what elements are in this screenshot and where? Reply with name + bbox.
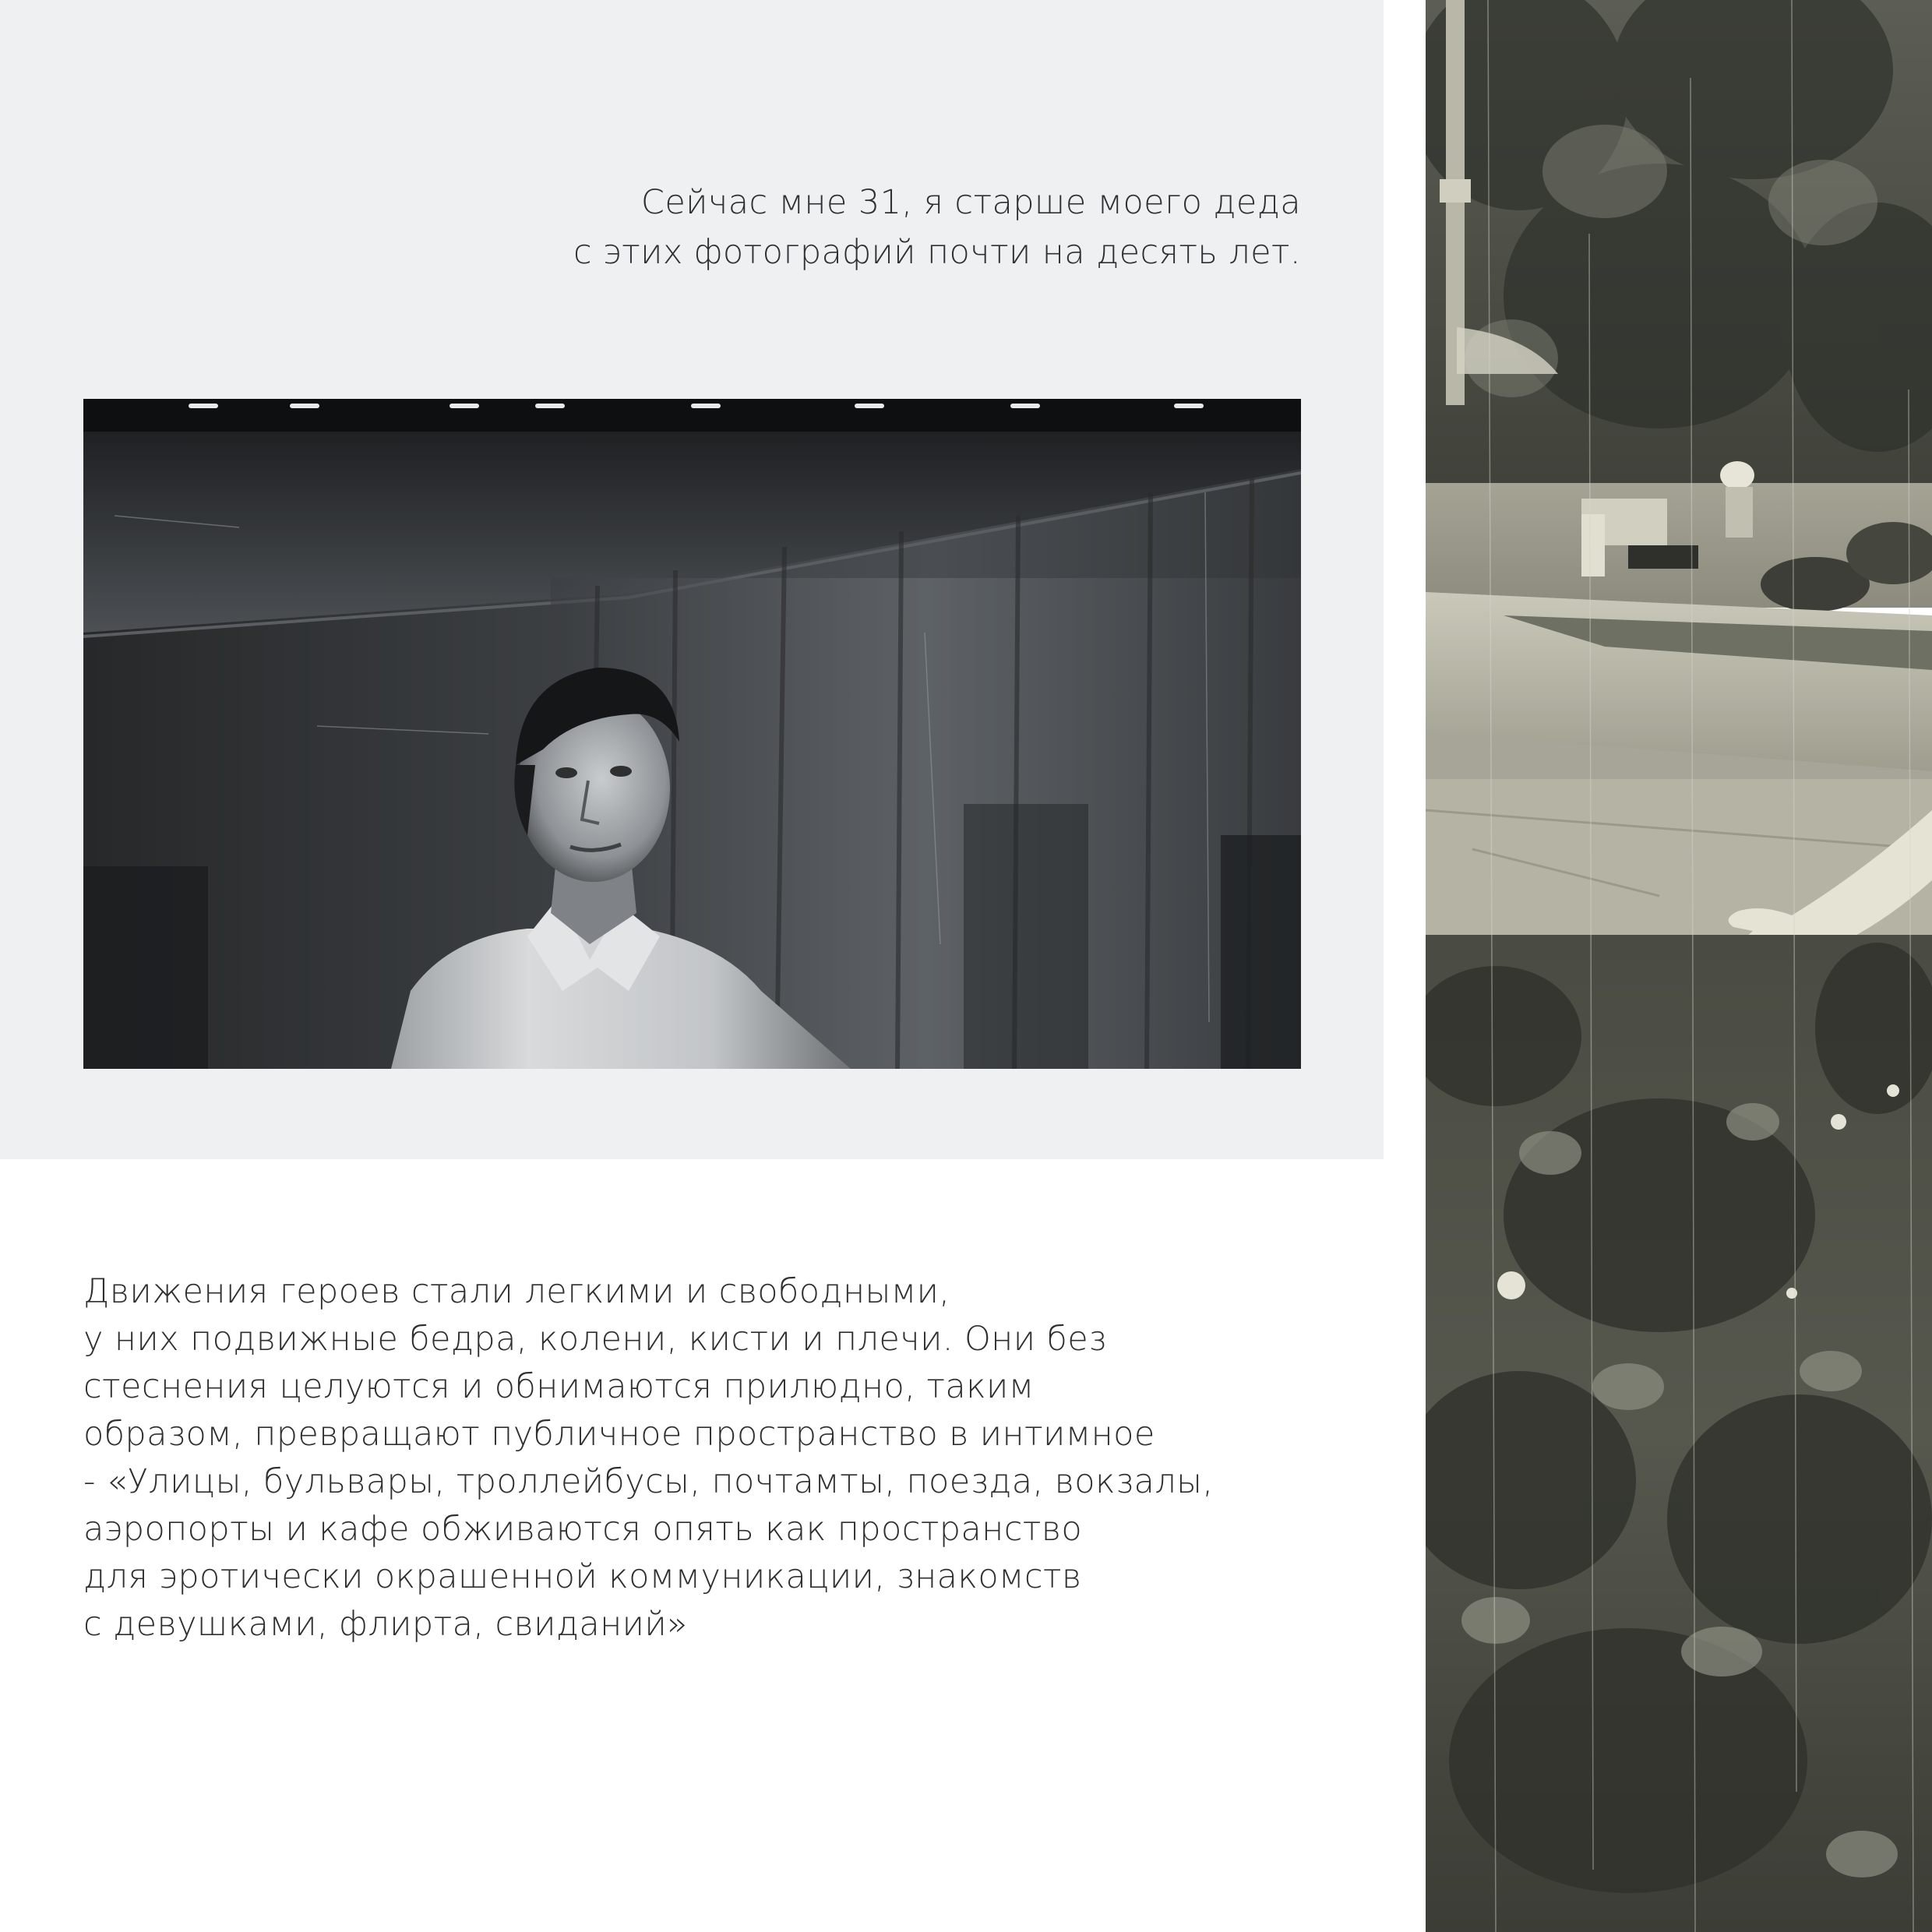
caption-line-2: с этих фотографий почти на десять лет. (573, 233, 1301, 272)
body-line-5: - «Улицы, бульвары, троллейбусы, почтамты, поезда, вокзалы, (83, 1462, 1214, 1501)
body-line-3: стеснения целуются и обнимаются прилюдно, таким (83, 1367, 1035, 1406)
body-line-8: с девушками, флирта, свиданий» (83, 1605, 688, 1644)
body-paragraph (83, 1268, 1214, 1648)
body-line-4: образом, превращают публичное пространство в интимное (83, 1415, 1155, 1454)
body-line-2: у них подвижные бедра, колени, кисти и плечи. Они без (83, 1320, 1107, 1359)
garden-photo (1426, 0, 1932, 1932)
caption-text (522, 178, 1301, 277)
body-line-1: Движения героев стали легкими и свободными, (83, 1272, 950, 1311)
body-line-7: для эротически окрашенной коммуникации, знакомств (83, 1557, 1082, 1596)
body-line-6: аэропорты и кафе обживаются опять как пространство (83, 1510, 1083, 1549)
film-photo-man (83, 399, 1301, 1069)
caption-line-1: Сейчас мне 31, я старше моего деда (640, 183, 1301, 222)
